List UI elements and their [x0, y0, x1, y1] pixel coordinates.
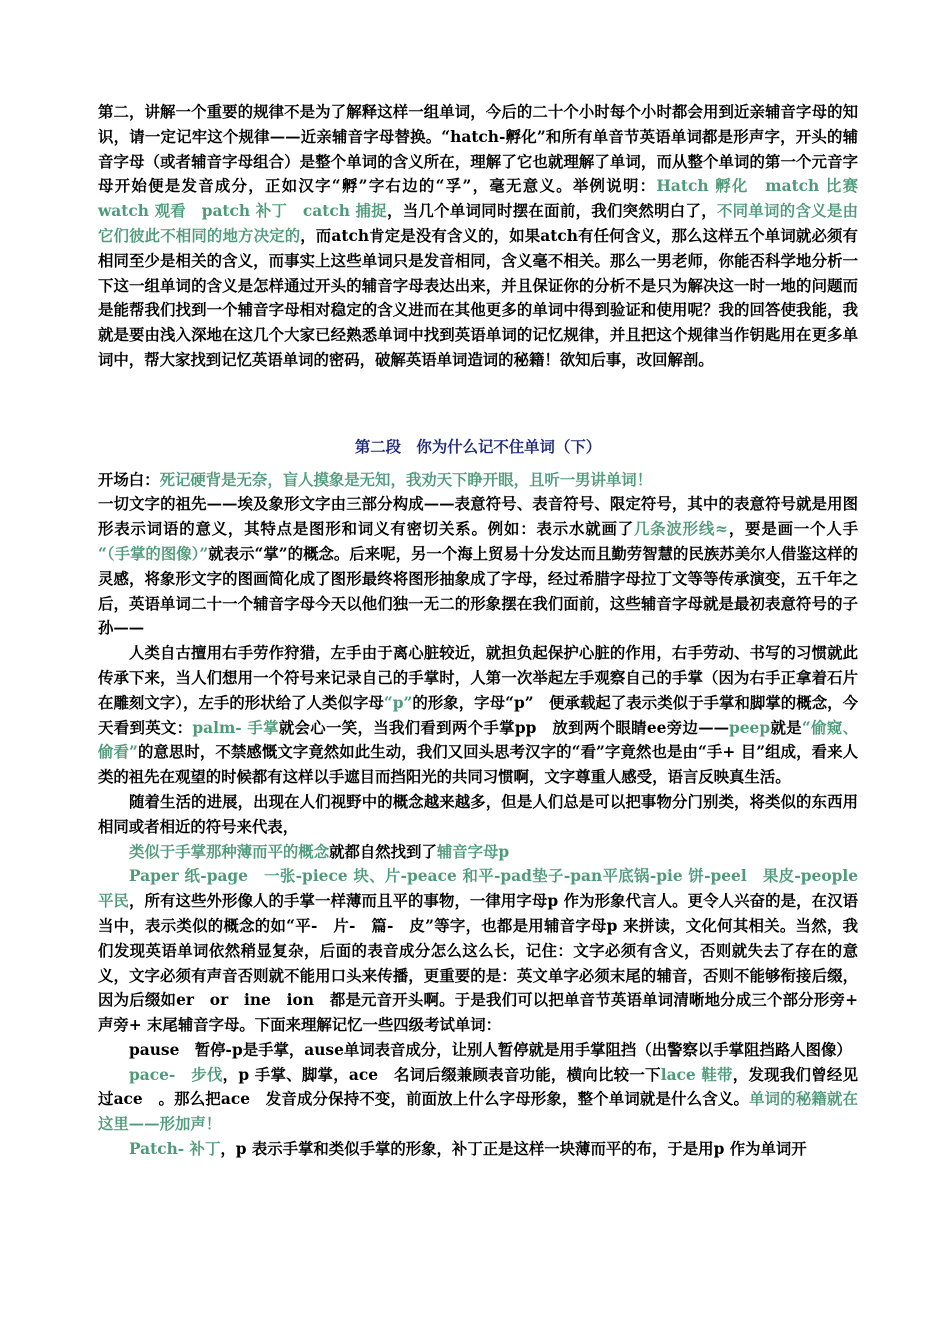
text-run: 的意思时，不禁感慨文字竟然如此生动，我们又回头思考汉字的“看”字竟然也是由“手+ 目”组成，看来人类的祖先在观望的时候都有这样以手遮目而挡阳光的共同习惯啊，文字尊重人感受，语言反映真生活。 [98, 743, 859, 787]
paragraph-opening [98, 468, 858, 493]
text-run: 第二，讲解一个重要的规律不是为了解释这样一组单词，今后的二十个小时每个小时都会用到近亲辅音字母的知识，请一定记牢这个规律——近亲辅音字母替换。“hatch-孵化”和所有单音节英语单词都是形声字，开头的辅音字母（或者辅音字母组合）是整个单词的含义所在，理解了它也就理解了单词，而从整个单词的第一个元音字母开始便是发音成分，正如汉字“孵”字右边的“孚”，毫无意义。举例说明： [98, 103, 858, 196]
highlighted-text: Patch- 补丁 [129, 1140, 221, 1159]
text-run: 随着生活的进展，出现在人们视野中的概念越来越多，但是人们总是可以把事物分门别类，将类似的东西用相同或者相近的符号来代表， [98, 792, 858, 836]
document-body [98, 100, 874, 1162]
paragraph-pause [98, 1038, 858, 1063]
highlighted-text: lace 鞋带 [660, 1065, 733, 1084]
paragraph-word-list [98, 864, 874, 1038]
highlighted-text: 几条波形线≈ [633, 520, 729, 539]
text-run: 就都自然找到了 [329, 842, 437, 861]
highlighted-text: 类似于手掌那种薄而平的概念 [129, 842, 330, 861]
text-run: ，p 手掌、脚掌，ace 名词后缀兼顾表音功能，横向比较一下 [222, 1065, 661, 1084]
highlighted-text: 单词的秘籍就在这里——形加声！ [98, 1090, 858, 1134]
paragraph-pace [98, 1063, 858, 1137]
paragraph-hatch-rule [98, 100, 874, 373]
highlighted-text: “（手掌的图像）” [98, 544, 209, 563]
highlighted-text: Paper 纸-page 一张-piece 块、片-peace 和平-pad垫子-pan平底锅-pie 饼-peel 果皮-people 平民 [98, 867, 874, 911]
text-run: pause 暂停-p是手掌，ause单词表音成分，让别人暂停就是用手掌阻挡（出警察以手掌阻挡路人图像） [129, 1040, 852, 1059]
highlighted-text: Hatch 孵化 match 比赛 watch 观看 patch 补丁 catch 捕捉 [98, 177, 874, 221]
highlighted-text: “p” [383, 693, 413, 712]
highlighted-text: palm- 手掌 [192, 718, 279, 737]
text-run: ，所有这些外形像人的手掌一样薄而且平的事物，一律用字母p 作为形象代言人。更令人兴奋的是，在汉语当中，表示类似的概念的如“平- 片- 篇- 皮”等字，也都是用辅音字母p 来拼读，文化何其相关。当然，我们发现英语单词依然稍显复杂，后面的表音成分怎么这么长，记住：文字必须有含义，否则就失去了存在的意义，文字必须有声音否则就不能用口头来传播，更重要的是：英文单字必须末尾的辅音，否则不能够衔接后缀，因为后缀如er or ine ion 都是元音开头啊。于是我们可以把单音节英语单词清晰地分成三个部分形旁+ 声旁+ 末尾辅音字母。下面来理解记忆一些四级考试单词： [98, 892, 858, 1035]
text-run: 就会心一笑，当我们看到两个手掌pp 放到两个眼睛ee旁边—— [278, 718, 729, 737]
highlighted-text: 不同单词的含义是由它们彼此不相同的地方决定的 [98, 202, 858, 245]
text-run: ，p 表示手掌和类似手掌的形象，补丁正是这样一块薄而平的布，于是用p 作为单词开 [220, 1140, 807, 1159]
section-heading: 第二段 你为什么记不住单词（下） [354, 437, 602, 456]
paragraph-left-hand [98, 641, 858, 790]
text-run: ，发现我们曾经见过ace 。那么把ace 发音成分保持不变，前面放上什么字母形象，整个单词就是什么含义。 [98, 1065, 858, 1109]
paragraph-patch [98, 1137, 858, 1162]
text-run: 一切文字的祖先——埃及象形文字由三部分构成——表意符号、表音符号、限定符号，其中的表意符号就是用图形表示词语的意义，其特点是图形和词义有密切关系。例如：表示水就画了 [98, 495, 858, 539]
highlighted-text: “偷窥、偷看” [98, 718, 858, 762]
text-run: 人类自古擅用右手劳作狩猎，左手由于离心脏较近，就担负起保护心脏的作用，右手劳动、书写的习惯就此传承下来，当人们想用一个符号来记录自己的手掌时，人第一次举起左手观察自己的手掌（因为右手正拿着石片在雕刻文字），左手的形状给了人类似字母 [98, 644, 858, 712]
paragraph-egyptian-writing [98, 492, 874, 641]
text-run: 的形象，字母“p” 便承载起了表示类似于手掌和脚掌的概念，今天看到英文： [98, 693, 858, 737]
highlighted-text: 辅音字母p [436, 842, 510, 861]
text-run: ，而atch肯定是没有含义的，如果atch有任何含义，那么这样五个单词就必须有相同至少是相关的含义，而事实上这些单词只是发音相同，含义毫不相关。那么一男老师，你能否科学地分析一下这一组单词的含义是怎样通过开头的辅音字母表达出来，并且保证你的分析不是只为解决这一时一地的问题而是能帮我们找到一个辅音字母相对稳定的含义进而在其他更多的单词中得到验证和使用呢？我的回答使我能，我就是要由浅入深地在这几个大家已经熟悉单词中找到英语单词的记忆规律，并且把这个规律当作钥匙用在更多单词中，帮大家找到记忆英语单词的密码，破解英语单词造词的秘籍！欲知后事，改回解剖。 [98, 226, 858, 369]
paragraph-letter-p [98, 840, 858, 865]
highlighted-text: 死记硬背是无奈，盲人摸象是无知，我劝天下睁开眼，且听一男讲单词！ [159, 470, 653, 489]
highlighted-text: peep [729, 718, 771, 737]
text-run: 就表示“掌”的概念。后来呢，另一个海上贸易十分发达而且勤劳智慧的民族苏美尔人借鉴这样的灵感，将象形文字的图画简化成了图形最终将图形抽象成了字母，经过希腊字母拉丁文等等传承演变，五千年之后，英语单词二十一个辅音字母今天以他们独一无二的形象摆在我们面前，这些辅音字母就是最初表意符号的子孙—— [98, 544, 858, 638]
text-run: 开场白： [98, 470, 160, 489]
highlighted-text: pace- 步伐 [129, 1065, 223, 1084]
paragraph-concepts [98, 790, 858, 840]
text-run: ，当几个单词同时摆在面前，我们突然明白了， [387, 202, 717, 221]
text-run: 就是 [770, 718, 802, 737]
text-run: ，要是画一个人手 [728, 520, 874, 539]
